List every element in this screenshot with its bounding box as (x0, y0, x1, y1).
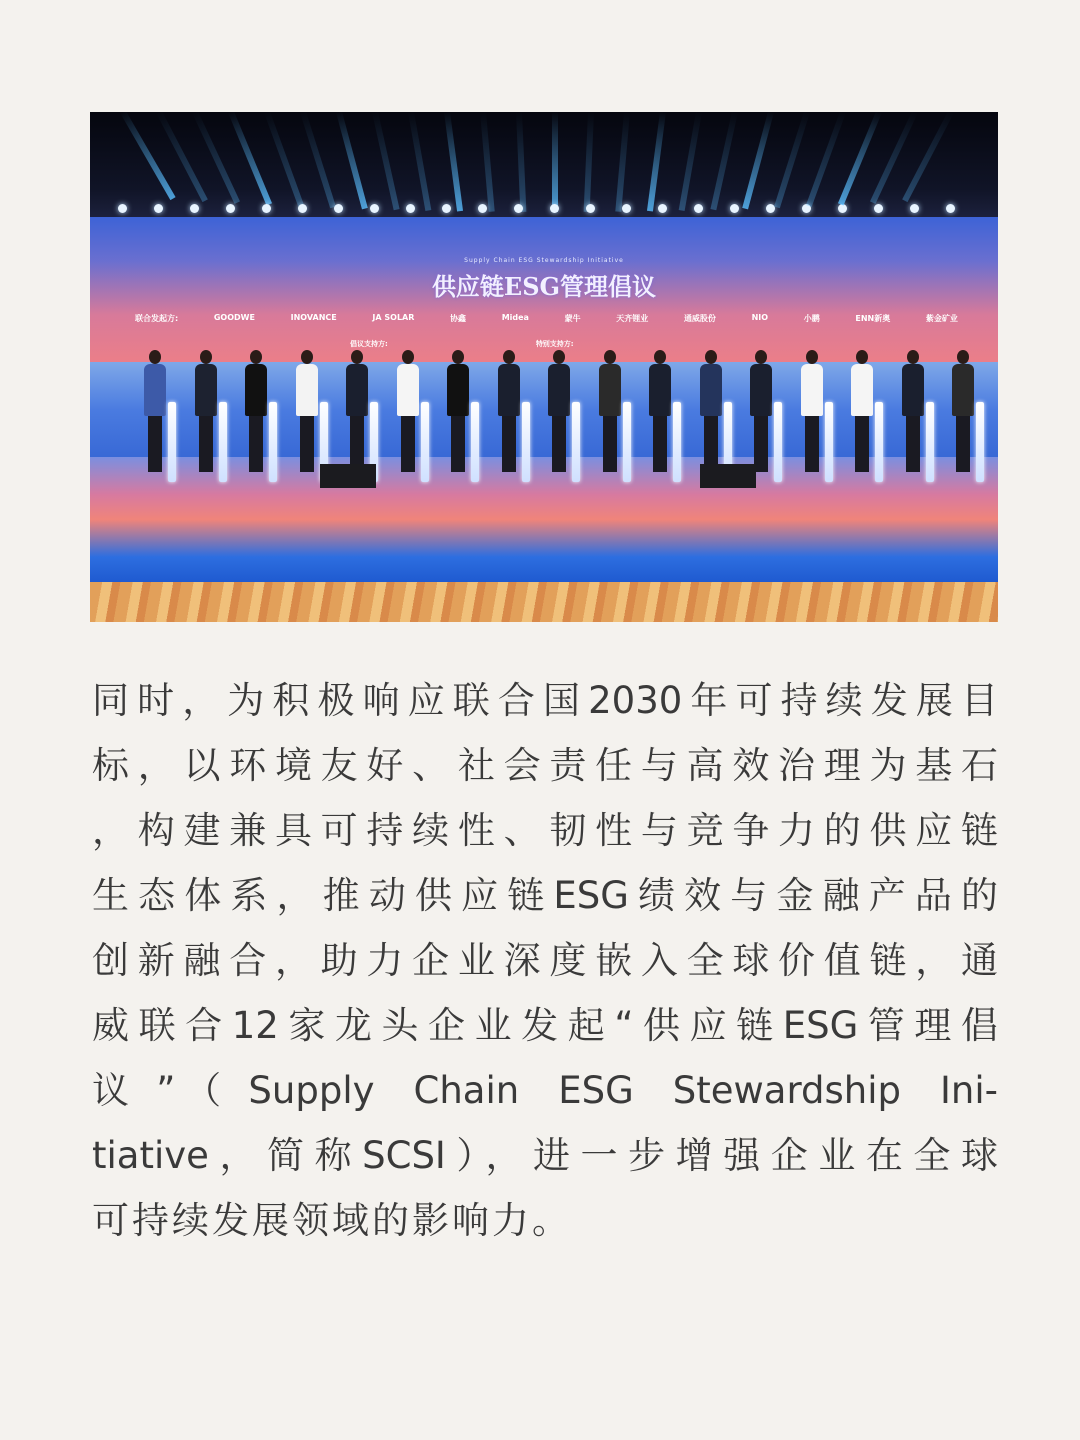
spotlight (910, 204, 919, 213)
participant (241, 350, 271, 480)
participant (443, 350, 473, 480)
floor (90, 582, 998, 622)
text-line: ，构建兼具可持续性、韧性与竞争力的供应链 (92, 809, 998, 852)
sponsor-label: 联合发起方: (135, 314, 179, 323)
launch-pillar (269, 402, 277, 482)
participant (544, 350, 574, 480)
participant (140, 350, 170, 480)
participant (797, 350, 827, 480)
logo: 通威股份 (683, 314, 716, 323)
logo: 蒙牛 (564, 314, 581, 323)
launch-pillar (926, 402, 934, 482)
launch-pillar (623, 402, 631, 482)
launch-pillar (774, 402, 782, 482)
spotlight (514, 204, 523, 213)
spotlight (370, 204, 379, 213)
spotlight (622, 204, 631, 213)
participant (595, 350, 625, 480)
screen-subtitle: Supply Chain ESG Stewardship Initiative (464, 257, 624, 264)
spotlight (946, 204, 955, 213)
logo: INOVANCE (290, 313, 337, 322)
logo: Midea (501, 313, 529, 322)
spotlight (874, 204, 883, 213)
text-line: 威联合12家龙头企业发起“供应链ESG管理倡 (92, 1004, 998, 1047)
participant (696, 350, 726, 480)
participant (292, 350, 322, 480)
launch-pillar (471, 402, 479, 482)
text-line: 可持续发展领域的影响力。 (92, 1199, 572, 1242)
launch-pillar (421, 402, 429, 482)
support-logos (350, 339, 574, 349)
participant (342, 350, 372, 480)
participant (393, 350, 423, 480)
launch-pillar (673, 402, 681, 482)
participant (948, 350, 978, 480)
logo: ENN新奥 (855, 314, 891, 323)
text-line: 议”（Supply Chain ESG Stewardship Ini- (92, 1069, 998, 1112)
screen-title: 供应链ESG管理倡议 (431, 272, 657, 301)
launch-pillar (572, 402, 580, 482)
launch-pillar (168, 402, 176, 482)
light-beam (552, 112, 558, 212)
spotlight (190, 204, 199, 213)
spotlight (154, 204, 163, 213)
logo: GOODWE (213, 313, 255, 322)
spotlight (298, 204, 307, 213)
text-line: 标，以环境友好、社会责任与高效治理为基石 (92, 744, 998, 787)
launch-pillar (522, 402, 530, 482)
participant (898, 350, 928, 480)
support-label: 倡议支持方: (350, 340, 388, 348)
text-line: 创新融合，助力企业深度嵌入全球价值链，通 (92, 939, 998, 982)
participant (847, 350, 877, 480)
participant (494, 350, 524, 480)
participant (645, 350, 675, 480)
spotlight (658, 204, 667, 213)
spotlight (694, 204, 703, 213)
spotlight (406, 204, 415, 213)
text-line: tiative，简称SCSI），进一步增强企业在全球 (92, 1134, 998, 1177)
logo: 紫金矿业 (925, 314, 958, 323)
logo: 小鹏 (803, 314, 820, 323)
spotlight (334, 204, 343, 213)
spotlight (226, 204, 235, 213)
spotlight (586, 204, 595, 213)
special-support-label: 特别支持方: (535, 340, 574, 348)
participant (191, 350, 221, 480)
launch-pillar (219, 402, 227, 482)
sponsor-logos (135, 313, 958, 324)
event-photo (90, 112, 998, 622)
participant (746, 350, 776, 480)
launch-pillar (875, 402, 883, 482)
logo: NIO (751, 313, 769, 322)
text-line: 同时，为积极响应联合国2030年可持续发展目 (92, 679, 998, 722)
spotlight (478, 204, 487, 213)
logo: 天齐锂业 (616, 314, 649, 323)
spotlight (118, 204, 127, 213)
logo: JA SOLAR (372, 313, 415, 322)
spotlight (442, 204, 451, 213)
article-text (92, 668, 998, 1253)
logo: 协鑫 (450, 314, 467, 323)
stage-speaker (700, 464, 756, 488)
launch-pillar (825, 402, 833, 482)
spotlight (550, 204, 559, 213)
spotlight (730, 204, 739, 213)
launch-pillar (976, 402, 984, 482)
spotlight (262, 204, 271, 213)
text-line: 生态体系，推动供应链ESG绩效与金融产品的 (92, 874, 998, 917)
stage-speaker (320, 464, 376, 488)
